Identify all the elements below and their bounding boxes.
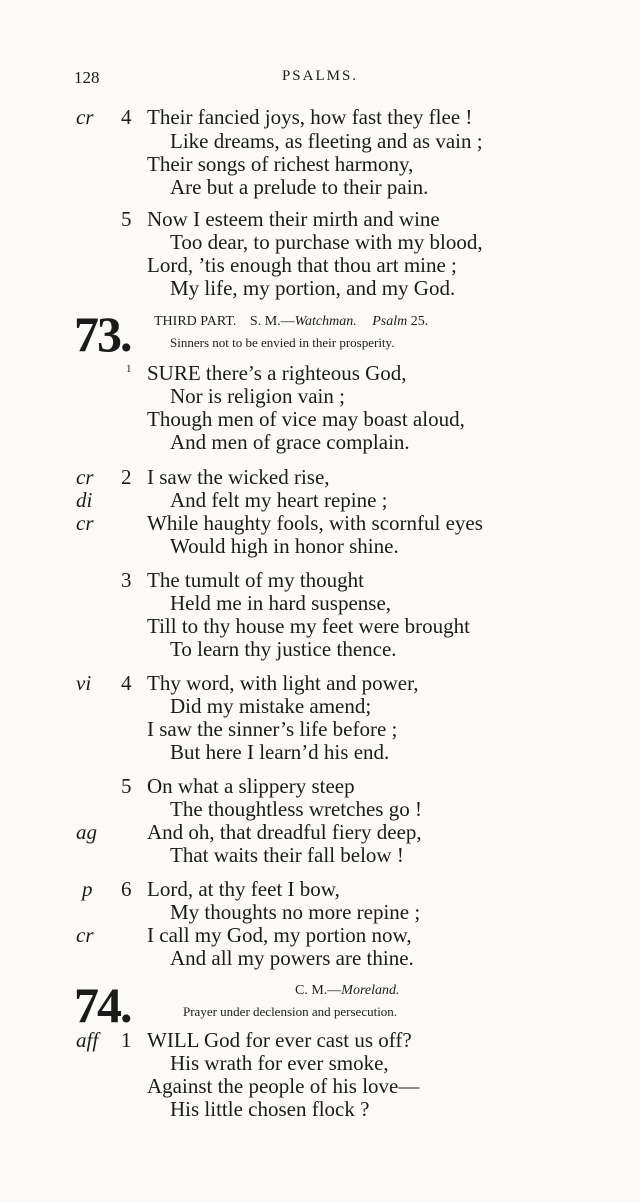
dynamic-mark: vi (76, 671, 92, 695)
running-title: PSALMS. (281, 68, 359, 84)
hymn-heading (154, 314, 428, 330)
psalm-label: Psalm (372, 314, 408, 329)
verse-text: Held me in hard suspense, (170, 591, 392, 615)
dynamic-mark: di (76, 488, 93, 512)
verse-number: 1 (121, 1028, 132, 1052)
verse-text: Though men of vice may boast aloud, (147, 407, 465, 431)
verse-text: The tumult of my thought (147, 568, 364, 592)
verse-text: Lord, at thy feet I bow, (147, 877, 340, 901)
hymn-part: THIRD PART. (154, 314, 237, 329)
verse-text: His little chosen flock ? (170, 1097, 370, 1121)
hymn-number: 73. (74, 306, 131, 362)
verse-text: Their fancied joys, how fast they flee ! (147, 105, 473, 129)
verse-text: On what a slippery steep (147, 774, 355, 798)
dynamic-mark: cr (76, 923, 94, 947)
verse-text: And men of grace complain. (170, 430, 410, 454)
verse-text: And all my powers are thine. (170, 946, 414, 970)
verse-number: 2 (121, 465, 132, 489)
verse-text: Lord, ’tis enough that thou art mine ; (147, 253, 457, 277)
verse-text: I saw the wicked rise, (147, 465, 330, 489)
verse-text: I call my God, my portion now, (147, 923, 412, 947)
verse-text: Like dreams, as fleeting and as vain ; (170, 129, 483, 153)
hymn-meter: C. M.— (295, 983, 342, 998)
dynamic-mark: ag (76, 820, 97, 844)
verse-text: Too dear, to purchase with my blood, (170, 230, 483, 254)
verse-text: SURE there’s a righteous God, (147, 361, 407, 385)
verse-text: To learn thy justice thence. (170, 637, 397, 661)
hymn-number: 74. (74, 977, 131, 1033)
verse-text: His wrath for ever smoke, (170, 1051, 389, 1075)
verse-text: I saw the sinner’s life before ; (147, 717, 398, 741)
dynamic-mark: cr (76, 105, 94, 129)
verse-text: WILL God for ever cast us off? (147, 1028, 412, 1052)
hymn-tune: Watchman. (294, 314, 357, 329)
verse-number: 4 (121, 105, 132, 129)
hymn-tune: Moreland. (341, 983, 400, 998)
verse-text: Nor is religion vain ; (170, 384, 345, 408)
verse-text: Till to thy house my feet were brought (147, 614, 470, 638)
verse-text: Are but a prelude to their pain. (170, 175, 429, 199)
verse-text: But here I learn’d his end. (170, 740, 390, 764)
verse-text: Now I esteem their mirth and wine (147, 207, 440, 231)
verse-number: 3 (121, 568, 132, 592)
verse-number: 6 (121, 877, 132, 901)
verse-text: That waits their fall below ! (170, 843, 404, 867)
verse-text: Against the people of his love— (147, 1074, 420, 1098)
verse-text: While haughty fools, with scornful eyes (147, 511, 483, 535)
hymn-subtitle: Prayer under declension and persecution. (183, 1004, 398, 1019)
dynamic-mark: p (82, 877, 93, 901)
dynamic-mark: cr (76, 511, 94, 535)
verse-text: The thoughtless wretches go ! (170, 797, 422, 821)
verse-number: 5 (121, 207, 132, 231)
verse-number: 1 (126, 363, 132, 375)
page-header (0, 68, 640, 90)
verse-text: My life, my portion, and my God. (170, 276, 456, 300)
verse-text: Would high in honor shine. (170, 534, 399, 558)
hymn-heading (295, 983, 400, 999)
verse-number: 4 (121, 671, 132, 695)
page-number: 128 (74, 68, 100, 87)
verse-text: My thoughts no more repine ; (170, 900, 421, 924)
dynamic-mark: aff (76, 1028, 99, 1052)
dynamic-mark: cr (76, 465, 94, 489)
verse-text: Did my mistake amend; (170, 694, 372, 718)
verse-text: And oh, that dreadful fiery deep, (147, 820, 422, 844)
verse-text: Thy word, with light and power, (147, 671, 419, 695)
verse-line (0, 105, 640, 129)
verse-number: 5 (121, 774, 132, 798)
psalm-number: 25. (410, 314, 429, 329)
hymn-subtitle: Sinners not to be envied in their prosperity. (170, 335, 395, 350)
verse-text: Their songs of richest harmony, (147, 152, 414, 176)
hymn-meter: S. M.— (249, 314, 295, 329)
verse-text: And felt my heart repine ; (170, 488, 388, 512)
